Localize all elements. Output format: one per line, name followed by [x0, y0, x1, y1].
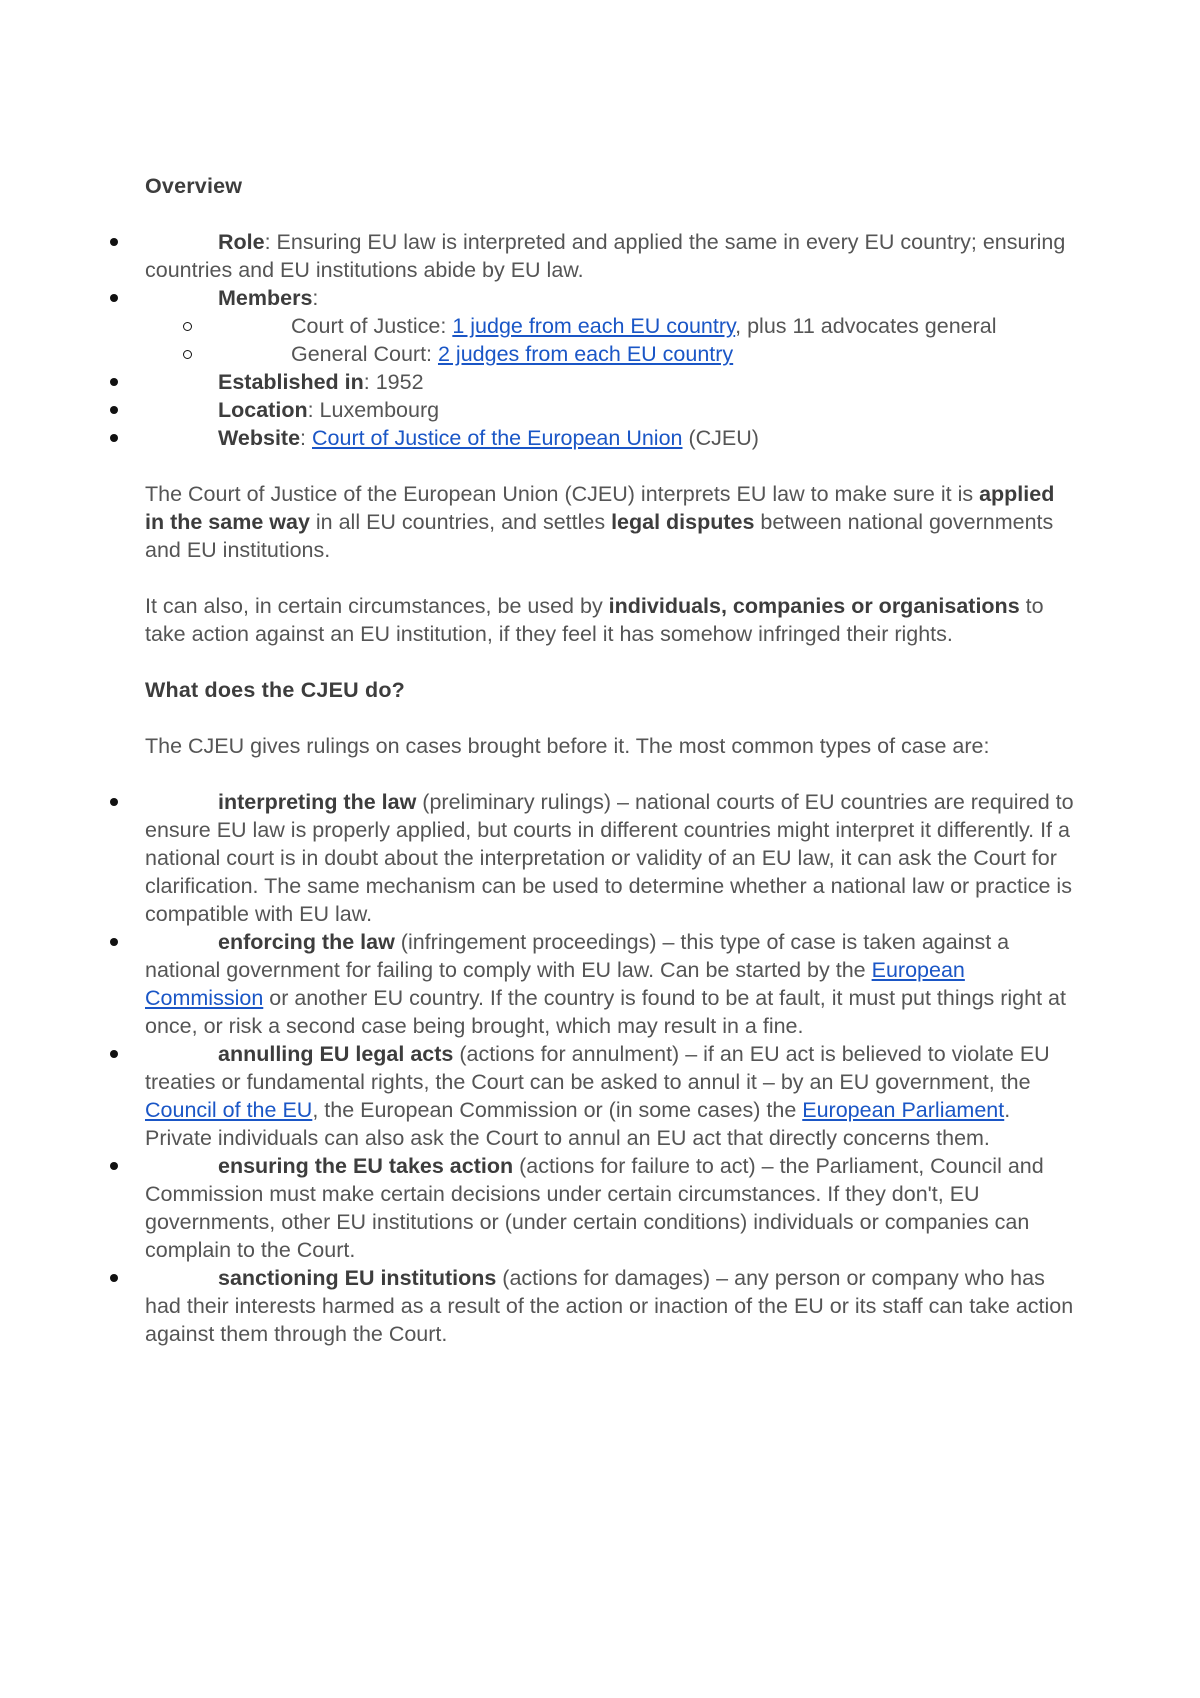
bullet-icon — [110, 798, 118, 806]
list-item: interpreting the law (preliminary rulings) – national courts of EU countries are required to ensure EU law is properly applied, but courts in different countries might interpret it differently. If a national court is in doubt about the interpretation or validity of an EU law, it can ask the Court for clarification. The same mechanism can be used to determine whether a national law or practice is compatible with EU law. — [145, 788, 1075, 928]
circle-bullet-icon — [183, 350, 192, 359]
list-item: enforcing the law (infringement proceedings) – this type of case is taken against a national government for failing to comply with EU law. Can be started by the European Commission or another EU country. If the country is found to be at fault, it must put things right at once, or risk a second case being brought, which may result in a fine. — [145, 928, 1075, 1040]
role-item: Role: Ensuring EU law is interpreted and applied the same in every EU country; ensuring countries and EU institutions abide by EU law. — [145, 228, 1075, 284]
european-commission-link[interactable]: European Commission — [145, 958, 965, 1010]
cjeu-section-heading: What does the CJEU do? — [145, 678, 406, 702]
bullet-icon — [110, 938, 118, 946]
cjeu-website-link[interactable]: Court of Justice of the European Union — [312, 426, 683, 450]
list-item: annulling EU legal acts (actions for annulment) – if an EU act is believed to violate EU treaties or fundamental rights, the Court can be asked to annul it – by an EU government, the Council of the EU, the European Commission or (in some cases) the European Parliament. Private individuals can also ask the Court to annul an EU act that directly concerns them. — [145, 1040, 1075, 1152]
cjeu-intro-paragraph: The CJEU gives rulings on cases brought before it. The most common types of case are: — [145, 734, 990, 758]
members-sublist — [145, 312, 1075, 368]
european-parliament-link[interactable]: European Parliament — [802, 1098, 1005, 1122]
list-item: ensuring the EU takes action (actions for failure to act) – the Parliament, Council and Commission must make certain decisions under certain circumstances. If they don't, EU governments, other EU institutions or (under certain conditions) individuals or companies can complain to the Court. — [145, 1152, 1075, 1264]
bullet-icon — [110, 238, 118, 246]
website-item: Website: Court of Justice of the European Union (CJEU) — [145, 424, 1075, 452]
court-of-justice-item: Court of Justice: 1 judge from each EU country, plus 11 advocates general — [218, 312, 1075, 340]
bullet-icon — [110, 294, 118, 302]
members-item: Members: Court of Justice: 1 judge from each EU country, plus 11 advocates general General Court: 2 judges from each EU country — [145, 284, 1075, 368]
case-types-list — [145, 788, 1075, 1348]
bullet-icon — [110, 434, 118, 442]
judges-general-court-link[interactable]: 2 judges from each EU country — [437, 342, 734, 366]
bullet-icon — [110, 1274, 118, 1282]
bullet-icon — [110, 1050, 118, 1058]
judges-court-of-justice-link[interactable]: 1 judge from each EU country — [452, 314, 736, 338]
overview-heading: Overview — [145, 174, 243, 198]
location-item: Location: Luxembourg — [145, 396, 1075, 424]
bullet-icon — [110, 1162, 118, 1170]
bullet-icon — [110, 406, 118, 414]
established-item: Established in: 1952 — [145, 368, 1075, 396]
document-body — [145, 172, 1075, 1348]
bullet-icon — [110, 378, 118, 386]
intro-paragraph-2: It can also, in certain circumstances, be used by individuals, companies or organisations to take action against an EU institution, if they feel it has somehow infringed their rights. — [145, 594, 1044, 646]
overview-list — [145, 228, 1075, 452]
general-court-item: General Court: 2 judges from each EU country — [218, 340, 1075, 368]
circle-bullet-icon — [183, 322, 192, 331]
intro-paragraph-1: The Court of Justice of the European Union (CJEU) interprets EU law to make sure it is applied in the same way in all EU countries, and settles legal disputes between national governments and EU institutions. — [145, 482, 1055, 562]
council-of-eu-link[interactable]: Council of the EU — [145, 1098, 313, 1122]
list-item: sanctioning EU institutions (actions for damages) – any person or company who has had their interests harmed as a result of the action or inaction of the EU or its staff can take action against them through the Court. — [145, 1264, 1075, 1348]
